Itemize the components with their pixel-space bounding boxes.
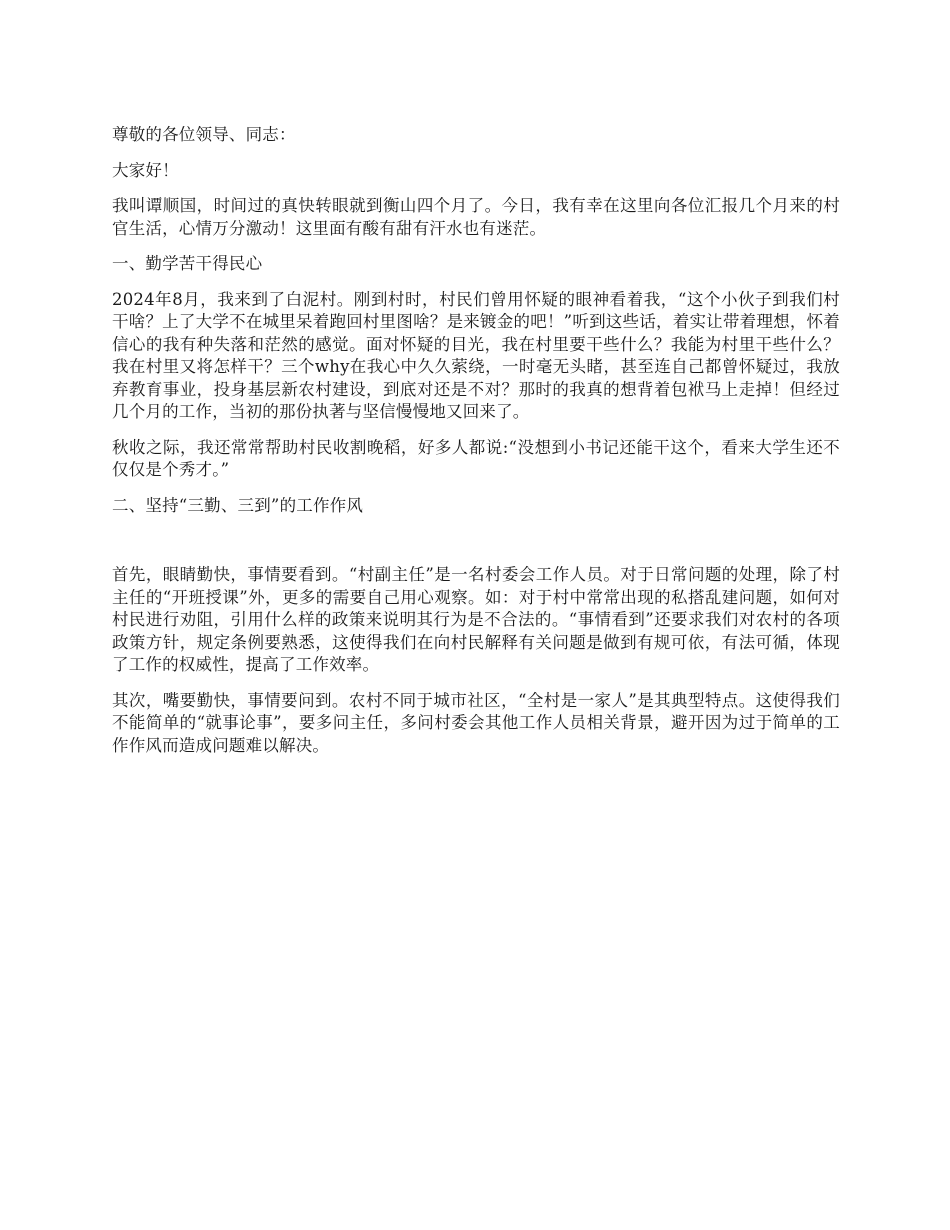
section-1-paragraph-2: 秋收之际，我还常常帮助村民收割晚稻，好多人都说:“没想到小书记还能干这个，看来大学生还不仅仅是个秀才。” [112,437,840,479]
section-1-paragraph-1: 2024年8月，我来到了白泥村。刚到村时，村民们曾用怀疑的眼神看着我，“这个小伙子到我们村干啥？上了大学不在城里呆着跑回村里图啥？是来镀金的吧！”听到这些话，着实让带着理想，怀着信心的我有种失落和茫然的感觉。面对怀疑的目光，我在村里要干些什么？我能为村里干些什么？我在村里又将怎样干？三个why在我心中久久萦绕，一时毫无头睹，甚至连自己都曾怀疑过，我放弃教育事业，投身基层新农村建设，到底对还是不对？那时的我真的想背着包袱马上走掉！但经过几个月的工作，当初的那份执著与坚信慢慢地又回来了。 [112,289,840,421]
intro-paragraph: 我叫谭顺国，时间过的真快转眼就到衡山四个月了。今日，我有幸在这里向各位汇报几个月来的村官生活，心情万分激动！这里面有酸有甜有汗水也有迷茫。 [112,196,840,238]
document-page [112,124,840,770]
section-1-title: 一、勤学苦干得民心 [112,254,263,273]
greeting: 尊敬的各位领导、同志： [112,125,296,144]
hello-line: 大家好！ [112,160,179,180]
blank-gap [112,530,840,564]
section-2-title: 二、坚持“三勤、三到”的工作作风 [112,495,364,515]
section-2-paragraph-1: 首先，眼睛勤快，事情要看到。“村副主任”是一名村委会工作人员。对于日常问题的处理，除了村主任的“开班授课”外，更多的需要自己用心观察。如：对于村中常常出现的私搭乱建问题，如何对村民进行劝阻，引用什么样的政策来说明其行为是不合法的。“事情看到”还要求我们对农村的各项政策方针，规定条例要熟悉，这使得我们在向村民解释有关问题是做到有规可依，有法可循，体现了工作的权威性，提高了工作效率。 [112,565,840,674]
section-2-paragraph-2: 其次，嘴要勤快，事情要问到。农村不同于城市社区，“全村是一家人”是其典型特点。这使得我们不能简单的“就事论事”，要多问主任，多问村委会其他工作人员相关背景，避开因为过于简单的工作作风而造成问题难以解决。 [112,690,840,755]
